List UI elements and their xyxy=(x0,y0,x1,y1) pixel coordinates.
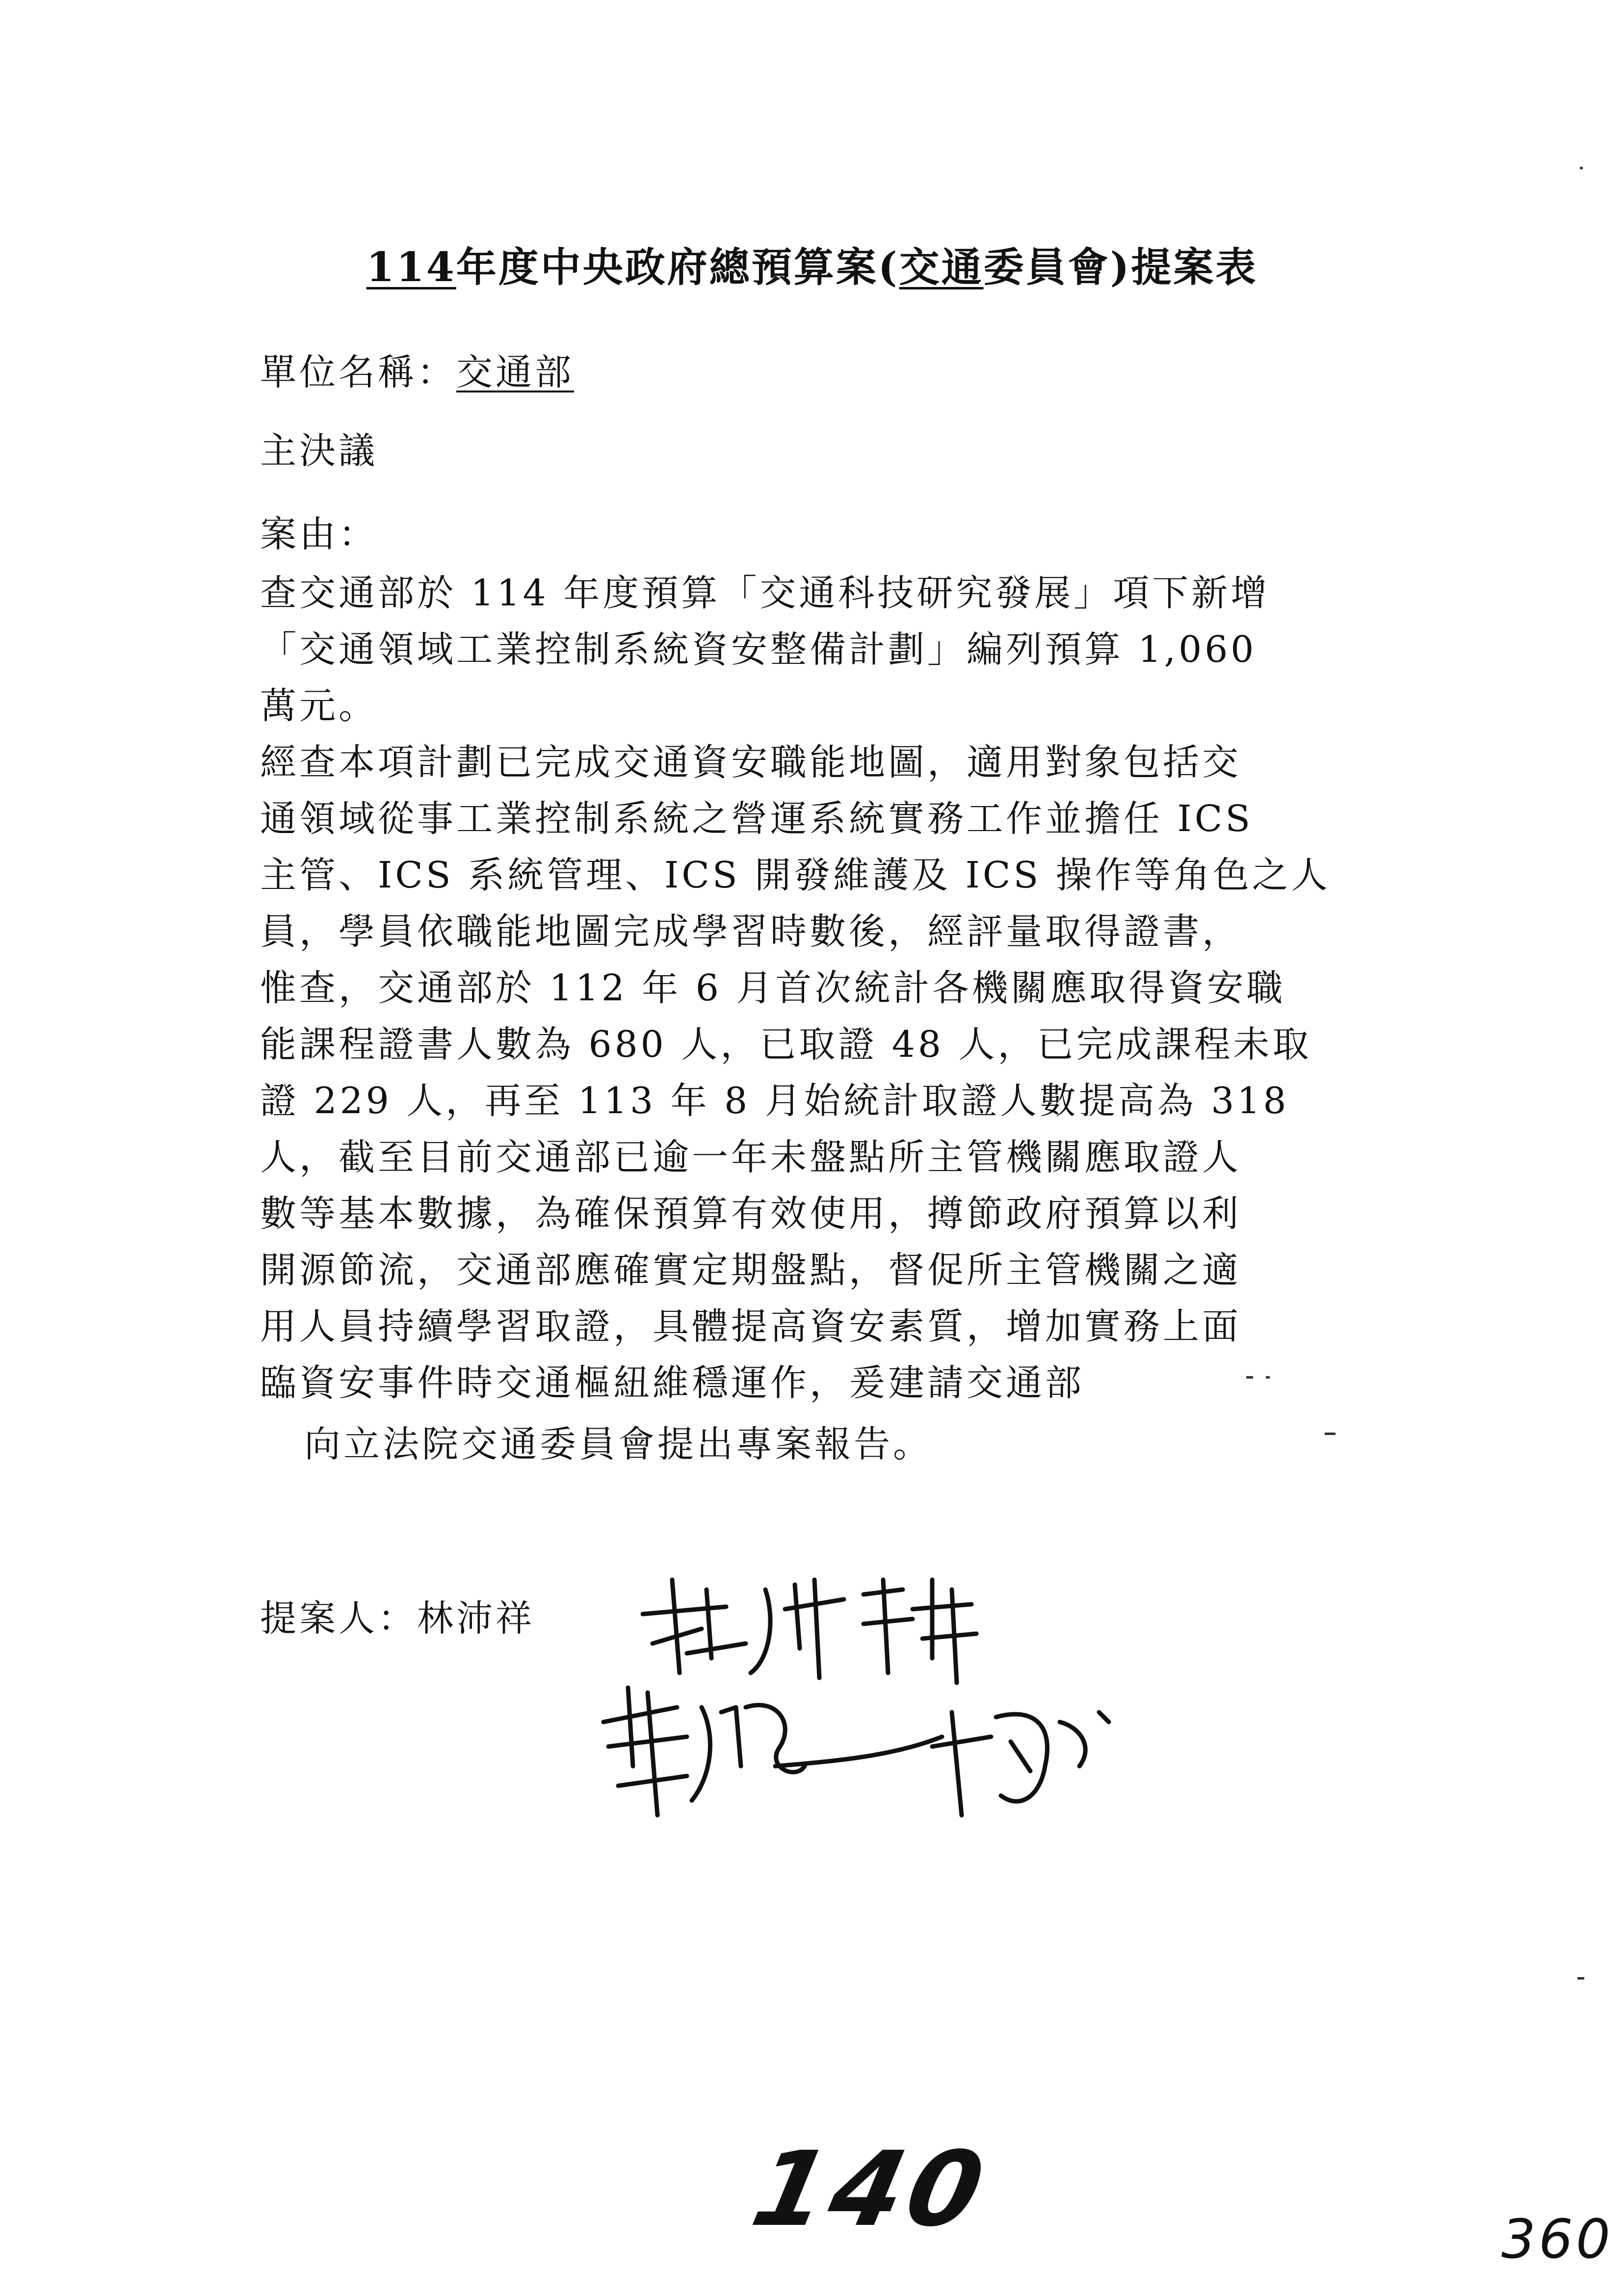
resolution-type: 主決議 xyxy=(260,430,378,472)
scan-speck xyxy=(1266,1376,1270,1379)
signature-stroke xyxy=(643,1580,746,1673)
title-committee: 交通 xyxy=(899,244,984,291)
body-line: 「交通領域工業控制系統資安整備計劃」編列預算 1,060 xyxy=(260,628,1257,671)
unit-label: 單位名稱： xyxy=(260,351,456,393)
signature-stroke xyxy=(751,1580,844,1678)
closing-line: 向立法院交通委員會提出專案報告。 xyxy=(304,1423,932,1465)
body-line: 臨資安事件時交通樞紐維穩運作，爰建請交通部 xyxy=(260,1362,1084,1404)
signature-stroke xyxy=(692,1705,805,1800)
body-line: 惟查，交通部於 112 年 6 月首次統計各機關應取得資安職 xyxy=(260,967,1286,1009)
body-line: 通領域從事工業控制系統之營運系統實務工作並擔任 ICS xyxy=(260,798,1254,840)
body-line: 開源節流，交通部應確實定期盤點，督促所主管機關之適 xyxy=(260,1249,1241,1291)
unit-value: 交通部 xyxy=(456,351,574,393)
unit-field xyxy=(260,343,574,395)
proposer-field xyxy=(260,1590,535,1642)
scan-speck xyxy=(1325,1433,1336,1435)
signature-stroke xyxy=(775,1712,1109,1815)
body-line: 經查本項計劃已完成交通資安職能地圖，適用對象包括交 xyxy=(260,741,1241,783)
body-line: 萬元。 xyxy=(260,685,378,727)
signature-drawing xyxy=(589,1560,1325,1904)
handwritten-signatures xyxy=(589,1560,1325,1904)
body-line: 人，截至目前交通部已逾一年未盤點所主管機關應取證人 xyxy=(260,1136,1241,1178)
title-middle: 年度中央政府總預算案( xyxy=(456,244,899,291)
proposer-name: 林沛祥 xyxy=(417,1597,535,1640)
page-number: 140 xyxy=(742,2129,998,2249)
document-title xyxy=(0,235,1624,293)
proposer-label: 提案人： xyxy=(260,1597,417,1640)
corner-page-number: 360 xyxy=(1501,2208,1613,2270)
signature-stroke xyxy=(603,1688,687,1815)
body-line: 能課程證書人數為 680 人，已取證 48 人，已完成課程未取 xyxy=(260,1023,1312,1066)
scan-speck xyxy=(1246,1376,1253,1379)
title-end: 委員會)提案表 xyxy=(983,244,1258,291)
signature-stroke xyxy=(864,1580,976,1683)
scan-speck xyxy=(1580,167,1583,169)
title-year: 114 xyxy=(366,244,456,291)
case-label: 案由： xyxy=(260,513,378,555)
scan-speck xyxy=(1577,1977,1584,1980)
body-line: 主管、ICS 系統管理、ICS 開發維護及 ICS 操作等角色之人 xyxy=(260,854,1331,896)
body-line: 員，學員依職能地圖完成學習時數後，經評量取得證書， xyxy=(260,911,1241,953)
body-line: 證 229 人，再至 113 年 8 月始統計取證人數提高為 318 xyxy=(260,1080,1289,1122)
body-line: 數等基本數據，為確保預算有效使用，撙節政府預算以利 xyxy=(260,1193,1241,1235)
body-line: 用人員持續學習取證，具體提高資安素質，增加實務上面 xyxy=(260,1305,1241,1348)
body-line: 查交通部於 114 年度預算「交通科技研究發展」項下新增 xyxy=(260,572,1270,614)
